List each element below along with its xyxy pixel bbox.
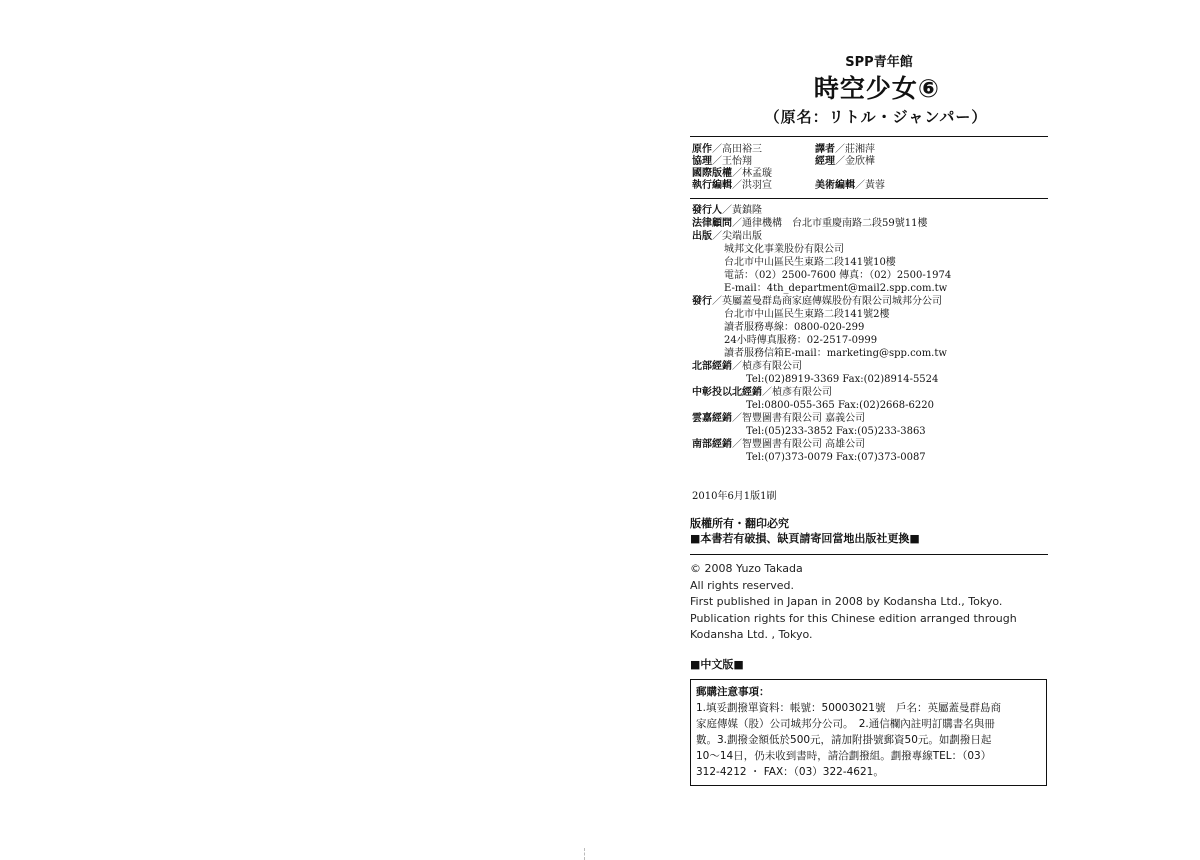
damage-line: ■本書若有破損、缺頁請寄回當地出版社更換■ xyxy=(690,532,920,545)
original-title: （原名：リトル・ジャンパー） xyxy=(764,108,988,126)
rights-notice xyxy=(690,516,1052,546)
issuer-line: 發行人／黃鎮隆 xyxy=(692,205,762,216)
publisher-info xyxy=(692,204,1052,464)
notice-line: 1.填妥劃撥單資料：帳號：50003021號 戶名：英屬蓋曼群島商 xyxy=(696,701,1001,714)
blank-left-page xyxy=(0,0,584,860)
divider xyxy=(690,198,1048,199)
email-line: E-mail：4th_department@mail2.spp.com.tw xyxy=(724,283,948,294)
credit: 國際版權／林孟璇 xyxy=(692,168,772,179)
rights-line: 版權所有・翻印必究 xyxy=(690,517,789,530)
north-tel: Tel:(02)8919-3369 Fax:(02)8914-5524 xyxy=(746,374,939,385)
copyright-line: © 2008 Yuzo Takada xyxy=(690,562,803,575)
divider xyxy=(690,554,1048,555)
book-title: 時空少女⑥ xyxy=(813,74,941,103)
page-gutter xyxy=(584,848,586,860)
imprint-name: SPP青年館 xyxy=(845,55,913,70)
credit: 美術編輯／黃蓉 xyxy=(815,180,885,191)
notice-line: 312-4212 ・ FAX：（03）322-4621。 xyxy=(696,765,884,778)
company-line: 城邦文化事業股份有限公司 xyxy=(724,244,844,255)
credit: 原作／高田裕三 xyxy=(692,144,762,155)
service-email-line: 讀者服務信箱E-mail：marketing@spp.com.tw xyxy=(724,348,947,359)
south-distributor: 南部經銷／智豐圖書有限公司 高雄公司 xyxy=(692,439,866,450)
fax-service-line: 24小時傳真服務：02-2517-0999 xyxy=(724,335,878,346)
printing-date: 2010年6月1版1刷 xyxy=(692,491,777,502)
legal-line: 法律顧問／通律機構 台北市重慶南路二段59號11樓 xyxy=(692,218,928,229)
publication-rights-line: Publication rights for this Chinese edition arranged through xyxy=(690,611,1017,625)
notice-line: 10～14日，仍未收到書時，請洽劃撥組。劃撥專線TEL：（03） xyxy=(696,749,992,762)
credit: 譯者／莊湘萍 xyxy=(815,144,875,155)
distribute-address-line: 台北市中山區民生東路二段141號2樓 xyxy=(724,309,890,320)
address-line: 台北市中山區民生東路二段141號10樓 xyxy=(724,257,896,268)
english-copyright xyxy=(690,561,1052,644)
distribute-line: 發行／英屬蓋曼群島商家庭傳媒股份有限公司城邦分公司 xyxy=(692,296,942,307)
publish-line: 出版／尖端出版 xyxy=(692,231,762,242)
central-distributor: 中彰投以北經銷／楨彥有限公司 xyxy=(692,387,832,398)
notice-line: 家庭傳媒（股）公司城邦分公司。 2.通信欄內註明訂購書名與冊 xyxy=(696,717,995,730)
phone-line: 電話：（02）2500-7600 傳真：（02）2500-1974 xyxy=(724,270,952,281)
edition-label: ■中文版■ xyxy=(690,657,744,671)
colophon-header xyxy=(690,54,1052,128)
north-distributor: 北部經銷／楨彥有限公司 xyxy=(692,361,802,372)
chiayi-distributor: 雲嘉經銷／智豐圖書有限公司 嘉義公司 xyxy=(692,413,866,424)
first-published-line: First published in Japan in 2008 by Kodansha Ltd., Tokyo. xyxy=(690,595,1003,608)
divider xyxy=(690,136,1048,137)
mail-order-notice xyxy=(690,679,1047,786)
credit: 經理／金欣樺 xyxy=(815,156,875,167)
credit: 協理／王怡翔 xyxy=(692,156,752,167)
credit: 執行編輯／洪羽宣 xyxy=(692,180,772,191)
credit-empty xyxy=(815,168,1015,180)
service-line: 讀者服務專線：0800-020-299 xyxy=(724,322,865,333)
staff-credits xyxy=(692,144,1052,192)
chiayi-tel: Tel:(05)233-3852 Fax:(05)233-3863 xyxy=(746,426,926,437)
colophon xyxy=(690,54,1052,786)
notice-heading: 郵購注意事項： xyxy=(696,685,770,698)
south-tel: Tel:(07)373-0079 Fax:(07)373-0087 xyxy=(746,452,926,463)
central-tel: Tel:0800-055-365 Fax:(02)2668-6220 xyxy=(746,400,934,411)
reserved-line: All rights reserved. xyxy=(690,578,795,592)
notice-line: 數。3.劃撥金額低於500元，請加附掛號郵資50元。如劃撥日起 xyxy=(696,733,992,746)
kodansha-line: Kodansha Ltd. , Tokyo. xyxy=(690,628,813,641)
